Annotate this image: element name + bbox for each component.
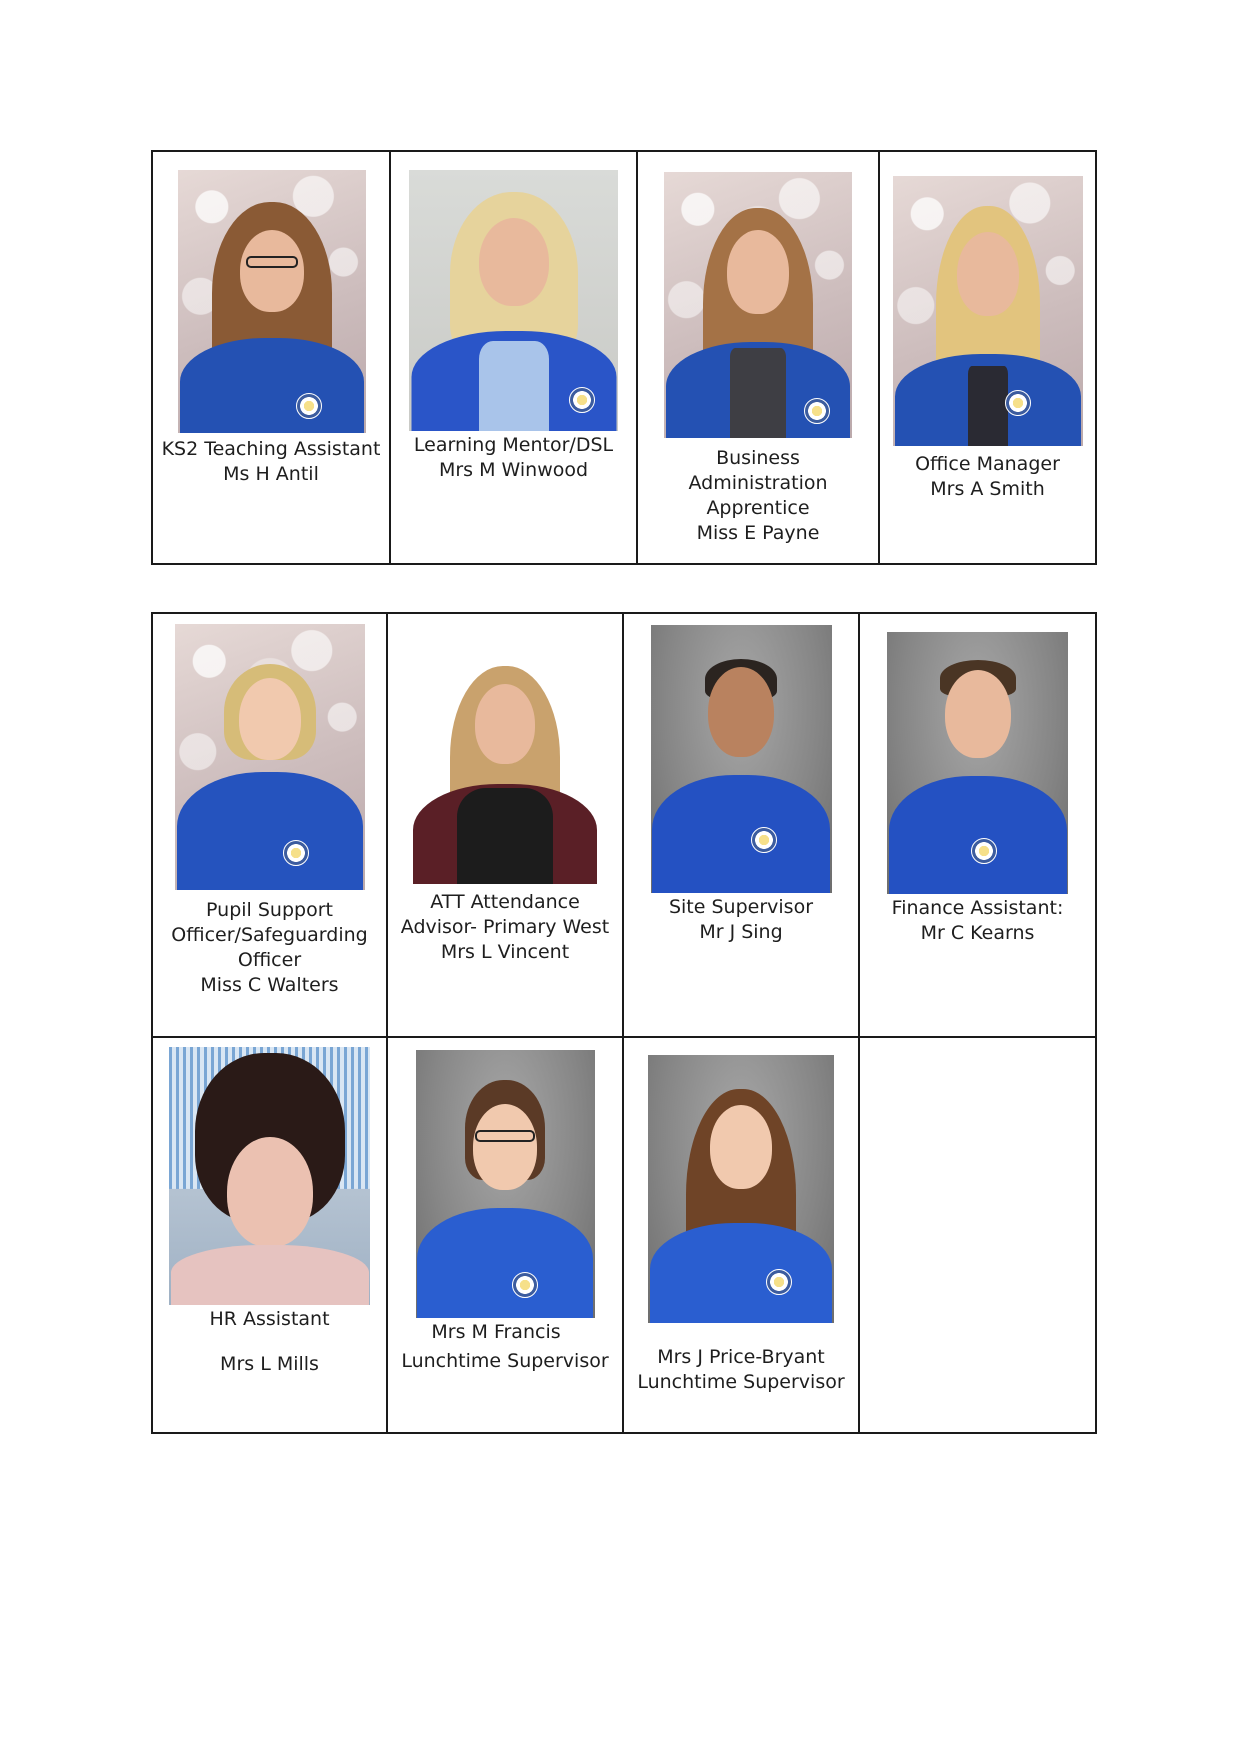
- staff-card-e-payne: [637, 151, 879, 564]
- staff-card-a-smith: [879, 151, 1096, 564]
- staff-role: Apprentice: [706, 497, 810, 519]
- staff-caption: [153, 1307, 386, 1377]
- staff-photo: [169, 1047, 370, 1305]
- staff-caption: [624, 1345, 858, 1395]
- staff-name: Mrs L Vincent: [440, 941, 570, 963]
- staff-role: Business: [716, 447, 800, 469]
- staff-role: Lunchtime Supervisor: [637, 1371, 845, 1393]
- staff-name: Mrs A Smith: [930, 478, 1045, 500]
- staff-role: Advisor- Primary West: [400, 916, 610, 938]
- staff-caption: [388, 1320, 622, 1374]
- empty-cell: [859, 1037, 1096, 1433]
- staff-name: Mrs L Mills: [220, 1353, 319, 1375]
- staff-caption: [391, 433, 636, 483]
- staff-role: Administration: [688, 472, 828, 494]
- staff-name: Mrs M Francis: [431, 1321, 561, 1343]
- staff-card-l-vincent: [387, 613, 623, 1037]
- staff-role: Officer/Safeguarding: [171, 924, 368, 946]
- staff-card-j-sing: [623, 613, 859, 1037]
- staff-table-2: [151, 612, 1097, 1434]
- staff-name: Mrs M Winwood: [438, 459, 589, 481]
- staff-caption: [860, 896, 1095, 946]
- staff-name: Mr J Sing: [699, 921, 783, 943]
- staff-card-j-price-bryant: [623, 1037, 859, 1433]
- staff-photo: [887, 632, 1068, 894]
- staff-table-1: [151, 150, 1097, 565]
- staff-name: Miss C Walters: [200, 974, 339, 996]
- staff-card-m-francis: [387, 1037, 623, 1433]
- staff-caption: [153, 898, 386, 998]
- staff-photo: [416, 1050, 595, 1318]
- staff-name: Mr C Kearns: [920, 922, 1035, 944]
- staff-card-l-mills: [152, 1037, 387, 1433]
- staff-photo: [651, 625, 832, 893]
- staff-card-h-antil: [152, 151, 390, 564]
- staff-caption: [388, 890, 622, 965]
- staff-photo: [409, 170, 618, 431]
- staff-role: ATT Attendance: [430, 891, 580, 913]
- staff-photo: [893, 176, 1083, 446]
- staff-role: Officer: [237, 949, 302, 971]
- staff-caption: [624, 895, 858, 945]
- staff-photo: [411, 614, 599, 884]
- staff-photo: [664, 172, 852, 438]
- staff-role: Learning Mentor/DSL: [413, 434, 614, 456]
- staff-role: KS2 Teaching Assistant: [161, 438, 381, 460]
- staff-photo: [648, 1055, 834, 1323]
- staff-card-m-winwood: [390, 151, 637, 564]
- staff-photo: [178, 170, 366, 433]
- staff-role: Pupil Support: [206, 899, 333, 921]
- staff-caption: [638, 446, 878, 546]
- staff-role: Site Supervisor: [668, 896, 814, 918]
- staff-role: Office Manager: [915, 453, 1060, 475]
- staff-name: Miss E Payne: [696, 522, 820, 544]
- staff-role: Lunchtime Supervisor: [401, 1350, 609, 1372]
- staff-caption: [880, 452, 1095, 502]
- staff-name: Mrs J Price-Bryant: [657, 1346, 825, 1368]
- staff-role: HR Assistant: [209, 1308, 330, 1330]
- staff-card-c-kearns: [859, 613, 1096, 1037]
- staff-photo: [175, 624, 365, 890]
- staff-name: Ms H Antil: [223, 463, 319, 485]
- staff-caption: [153, 437, 389, 487]
- staff-card-c-walters: [152, 613, 387, 1037]
- staff-role: Finance Assistant:: [891, 897, 1064, 919]
